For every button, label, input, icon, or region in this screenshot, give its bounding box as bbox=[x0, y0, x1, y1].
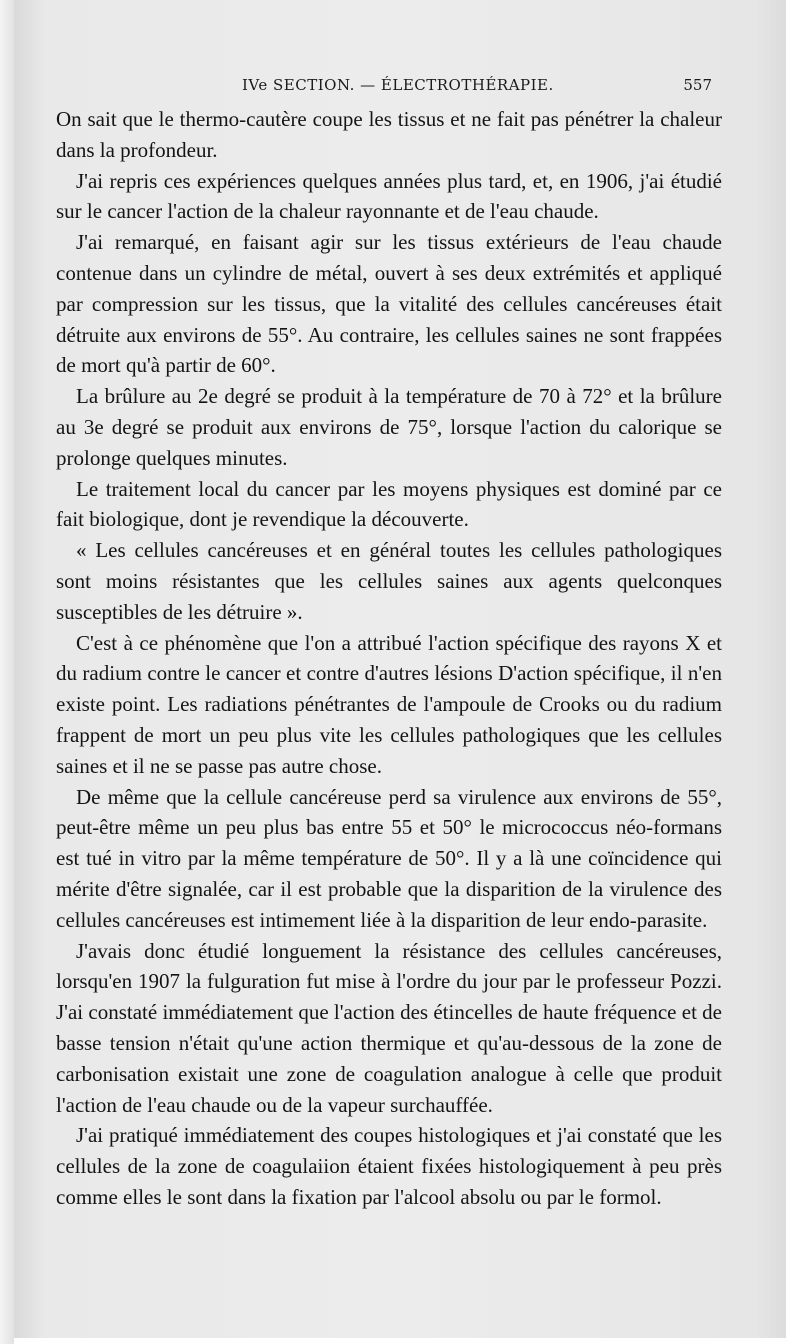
page-edge bbox=[0, 0, 14, 1344]
paragraph: J'ai repris ces expériences quelques années plus tard, et, en 1906, j'ai étudié sur le cancer l'action de la chaleur rayonnante et de l'eau chaude. bbox=[56, 168, 722, 224]
paragraph: J'avais donc étudié longuement la résistance des cellules cancéreuses, lorsqu'en 1907 la fulguration fut mise à l'ordre du jour par le professeur Pozzi. J'ai constaté immédiatement que l'action des étincelles de haute fréquence et de basse tension n'était qu'une action thermique et qu'au-dessous de la zone de carbonisation existait une zone de coagulation analogue à celle que produit l'action de l'eau chaude ou de la vapeur surchauffée. bbox=[56, 938, 722, 1117]
paragraph: La brûlure au 2e degré se produit à la température de 70 à 72° et la brûlure au 3e degré se produit aux environs de 75°, lorsque l'action du calorique se prolonge quelques minutes. bbox=[56, 384, 722, 470]
section-title: IVe SECTION. — ÉLECTROTHÉRAPIE. bbox=[242, 76, 554, 94]
page-number: 557 bbox=[683, 76, 712, 94]
paragraph: De même que la cellule cancéreuse perd sa virulence aux environs de 55°, peut-être même un peu plus bas entre 55 et 50° le micrococcus néo-formans est tué in vitro par la même température de 50°. Il y a là une coïncidence qui mérite d'être signalée, car il est probable que la disparition de la virulence des cellules cancéreuses est intimement liée à la disparition de leur endo-parasite. bbox=[56, 784, 722, 932]
paragraph: C'est à ce phénomène que l'on a attribué l'action spécifique des rayons X et du radium contre le cancer et contre d'autres lésions D'action spécifique, il n'en existe point. Les radiations pénétrantes de l'ampoule de Crooks ou du radium frappent de mort un peu plus vite les cellules pathologiques que les cellules saines et il ne se passe pas autre chose. bbox=[56, 630, 722, 778]
paragraph: On sait que le thermo-cautère coupe les tissus et ne fait pas pénétrer la chaleur dans la profondeur. bbox=[56, 107, 722, 162]
paragraph: « Les cellules cancéreuses et en général toutes les cellules pathologiques sont moins résistantes que les cellules saines aux agents quelconques susceptibles de les détruire ». bbox=[56, 538, 722, 624]
running-header bbox=[56, 72, 712, 100]
paragraph: J'ai remarqué, en faisant agir sur les tissus extérieurs de l'eau chaude contenue dans un cylindre de métal, ouvert à ses deux extrémités et appliqué par compression sur les tissus, que la vitalité des cellules cancéreuses était détruite aux environs de 55°. Au contraire, les cellules saines ne sont frappées de mort qu'à partir de 60°. bbox=[56, 230, 722, 378]
paragraph: Le traitement local du cancer par les moyens physiques est dominé par ce fait biologique, dont je revendique la découverte. bbox=[56, 476, 722, 532]
body-text bbox=[56, 104, 722, 1213]
paragraph: J'ai pratiqué immédiatement des coupes histologiques et j'ai constaté que les cellules de la zone de coagulaiion étaient fixées histologiquement à peu près comme elles le sont dans la fixation par l'alcool absolu ou par le formol. bbox=[56, 1123, 722, 1209]
